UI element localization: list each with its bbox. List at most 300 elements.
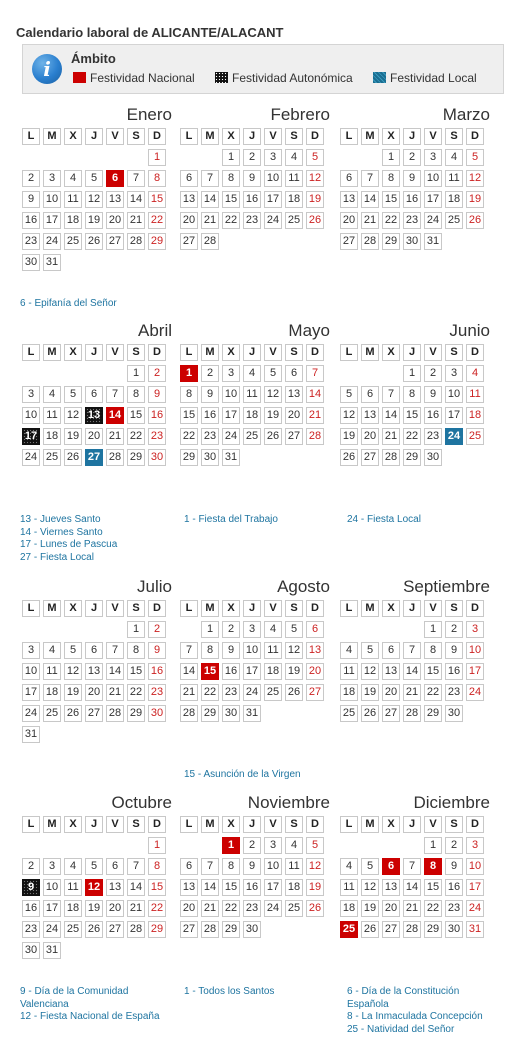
day-cell[interactable]: 12 [264, 386, 282, 403]
day-cell[interactable]: 27 [180, 921, 198, 938]
day-cell[interactable]: 16 [148, 407, 166, 424]
day-cell[interactable]: 29 [424, 921, 442, 938]
day-cell[interactable]: 29 [424, 705, 442, 722]
day-cell[interactable]: 30 [148, 705, 166, 722]
day-cell[interactable]: 16 [403, 191, 421, 208]
day-cell[interactable]: 22 [201, 684, 219, 701]
day-cell[interactable]: 16 [22, 212, 40, 229]
day-cell[interactable]: 14 [403, 663, 421, 680]
day-cell[interactable]: 13 [382, 663, 400, 680]
day-cell[interactable]: 27 [306, 684, 324, 701]
day-cell[interactable]: 27 [382, 705, 400, 722]
day-cell[interactable]: 24 [22, 449, 40, 466]
day-cell[interactable]: 29 [127, 705, 145, 722]
day-cell[interactable]: 16 [445, 879, 463, 896]
day-cell[interactable]: 7 [403, 642, 421, 659]
day-cell[interactable]: 27 [285, 428, 303, 445]
day-cell[interactable]: 7 [403, 858, 421, 875]
day-cell[interactable]: 30 [222, 705, 240, 722]
day-cell[interactable]: 26 [85, 921, 103, 938]
day-cell[interactable]: 3 [43, 858, 61, 875]
day-cell[interactable]: 17 [43, 212, 61, 229]
day-cell[interactable]: 3 [43, 170, 61, 187]
day-cell[interactable]: 4 [285, 837, 303, 854]
day-cell[interactable]: 27 [106, 921, 124, 938]
day-cell[interactable]: 28 [306, 428, 324, 445]
day-cell[interactable]: 18 [264, 663, 282, 680]
day-cell[interactable]: 23 [424, 428, 442, 445]
day-cell[interactable]: 7 [127, 170, 145, 187]
day-cell[interactable]: 2 [445, 837, 463, 854]
day-cell-holiday[interactable]: 17 [22, 428, 40, 445]
day-cell[interactable]: 20 [361, 428, 379, 445]
day-cell[interactable]: 21 [403, 684, 421, 701]
day-cell[interactable]: 20 [85, 428, 103, 445]
day-cell[interactable]: 1 [403, 365, 421, 382]
day-cell[interactable]: 4 [43, 386, 61, 403]
day-cell[interactable]: 21 [180, 684, 198, 701]
day-cell[interactable]: 4 [64, 858, 82, 875]
day-cell[interactable]: 2 [201, 365, 219, 382]
day-cell[interactable]: 13 [180, 879, 198, 896]
day-cell[interactable]: 8 [382, 170, 400, 187]
day-cell[interactable]: 21 [306, 407, 324, 424]
day-cell[interactable]: 4 [285, 149, 303, 166]
day-cell[interactable]: 28 [127, 233, 145, 250]
day-cell[interactable]: 16 [222, 663, 240, 680]
day-cell[interactable]: 19 [264, 407, 282, 424]
day-cell[interactable]: 17 [22, 684, 40, 701]
day-cell[interactable]: 15 [180, 407, 198, 424]
day-cell[interactable]: 2 [403, 149, 421, 166]
day-cell[interactable]: 4 [243, 365, 261, 382]
day-cell[interactable]: 6 [180, 170, 198, 187]
day-cell[interactable]: 9 [148, 642, 166, 659]
day-cell[interactable]: 5 [466, 149, 484, 166]
day-cell[interactable]: 12 [466, 170, 484, 187]
day-cell[interactable]: 11 [64, 191, 82, 208]
day-cell[interactable]: 21 [382, 428, 400, 445]
day-cell[interactable]: 14 [403, 879, 421, 896]
day-cell[interactable]: 19 [361, 900, 379, 917]
day-cell[interactable]: 11 [243, 386, 261, 403]
day-cell[interactable]: 20 [382, 684, 400, 701]
day-cell[interactable]: 9 [243, 170, 261, 187]
day-cell[interactable]: 17 [222, 407, 240, 424]
day-cell[interactable]: 13 [180, 191, 198, 208]
day-cell[interactable]: 2 [148, 621, 166, 638]
day-cell[interactable]: 22 [127, 428, 145, 445]
day-cell[interactable]: 1 [424, 837, 442, 854]
day-cell[interactable]: 24 [43, 233, 61, 250]
day-cell[interactable]: 27 [382, 921, 400, 938]
day-cell[interactable]: 25 [445, 212, 463, 229]
day-cell[interactable]: 2 [222, 621, 240, 638]
day-cell[interactable]: 11 [466, 386, 484, 403]
day-cell[interactable]: 21 [201, 212, 219, 229]
day-cell[interactable]: 15 [148, 879, 166, 896]
day-cell[interactable]: 12 [306, 170, 324, 187]
day-cell[interactable]: 3 [22, 642, 40, 659]
day-cell[interactable]: 28 [106, 449, 124, 466]
day-cell[interactable]: 16 [243, 879, 261, 896]
day-cell[interactable]: 30 [243, 921, 261, 938]
day-cell[interactable]: 8 [180, 386, 198, 403]
day-cell[interactable]: 26 [64, 705, 82, 722]
day-cell[interactable]: 13 [361, 407, 379, 424]
day-cell[interactable]: 29 [382, 233, 400, 250]
day-cell[interactable]: 4 [340, 858, 358, 875]
day-cell[interactable]: 9 [148, 386, 166, 403]
day-cell[interactable]: 29 [222, 921, 240, 938]
day-cell[interactable]: 23 [148, 684, 166, 701]
day-cell[interactable]: 9 [222, 642, 240, 659]
day-cell[interactable]: 7 [201, 170, 219, 187]
day-cell[interactable]: 1 [222, 149, 240, 166]
day-cell[interactable]: 25 [243, 428, 261, 445]
day-cell[interactable]: 1 [424, 621, 442, 638]
day-cell[interactable]: 31 [466, 921, 484, 938]
day-cell[interactable]: 31 [43, 942, 61, 959]
day-cell[interactable]: 29 [180, 449, 198, 466]
day-cell[interactable]: 21 [201, 900, 219, 917]
day-cell[interactable]: 21 [403, 900, 421, 917]
day-cell[interactable]: 17 [243, 663, 261, 680]
day-cell[interactable]: 16 [445, 663, 463, 680]
day-cell[interactable]: 18 [243, 407, 261, 424]
day-cell[interactable]: 4 [264, 621, 282, 638]
day-cell[interactable]: 23 [222, 684, 240, 701]
day-cell[interactable]: 24 [264, 212, 282, 229]
day-cell[interactable]: 14 [106, 663, 124, 680]
day-cell[interactable]: 3 [424, 149, 442, 166]
day-cell[interactable]: 11 [43, 407, 61, 424]
day-cell[interactable]: 22 [222, 212, 240, 229]
day-cell[interactable]: 25 [43, 705, 61, 722]
day-cell[interactable]: 5 [306, 837, 324, 854]
day-cell[interactable]: 13 [306, 642, 324, 659]
day-cell[interactable]: 2 [445, 621, 463, 638]
day-cell[interactable]: 3 [445, 365, 463, 382]
day-cell[interactable]: 24 [43, 921, 61, 938]
day-cell[interactable]: 28 [382, 449, 400, 466]
day-cell[interactable]: 30 [424, 449, 442, 466]
day-cell[interactable]: 10 [466, 858, 484, 875]
day-cell[interactable]: 2 [22, 858, 40, 875]
day-cell[interactable]: 25 [64, 233, 82, 250]
day-cell[interactable]: 18 [64, 900, 82, 917]
day-cell[interactable]: 9 [243, 858, 261, 875]
day-cell[interactable]: 15 [127, 407, 145, 424]
day-cell[interactable]: 2 [22, 170, 40, 187]
day-cell[interactable]: 17 [264, 191, 282, 208]
day-cell[interactable]: 27 [361, 449, 379, 466]
day-cell[interactable]: 11 [285, 170, 303, 187]
day-cell-holiday[interactable]: 27 [85, 449, 103, 466]
day-cell[interactable]: 12 [85, 191, 103, 208]
day-cell-holiday[interactable]: 1 [222, 837, 240, 854]
day-cell[interactable]: 20 [85, 684, 103, 701]
day-cell[interactable]: 8 [148, 858, 166, 875]
day-cell[interactable]: 12 [306, 858, 324, 875]
day-cell[interactable]: 10 [424, 170, 442, 187]
day-cell[interactable]: 16 [201, 407, 219, 424]
day-cell-holiday[interactable]: 25 [340, 921, 358, 938]
day-cell[interactable]: 1 [201, 621, 219, 638]
day-cell[interactable]: 6 [306, 621, 324, 638]
day-cell[interactable]: 23 [243, 900, 261, 917]
day-cell[interactable]: 21 [127, 212, 145, 229]
day-cell[interactable]: 8 [127, 386, 145, 403]
day-cell[interactable]: 12 [285, 642, 303, 659]
day-cell[interactable]: 3 [222, 365, 240, 382]
day-cell[interactable]: 17 [466, 663, 484, 680]
day-cell[interactable]: 15 [382, 191, 400, 208]
day-cell[interactable]: 28 [127, 921, 145, 938]
day-cell[interactable]: 25 [285, 900, 303, 917]
day-cell[interactable]: 3 [466, 837, 484, 854]
day-cell[interactable]: 7 [361, 170, 379, 187]
day-cell[interactable]: 17 [264, 879, 282, 896]
day-cell[interactable]: 9 [201, 386, 219, 403]
day-cell[interactable]: 28 [106, 705, 124, 722]
day-cell[interactable]: 18 [340, 684, 358, 701]
day-cell[interactable]: 26 [340, 449, 358, 466]
day-cell[interactable]: 17 [43, 900, 61, 917]
day-cell[interactable]: 14 [306, 386, 324, 403]
day-cell[interactable]: 5 [361, 642, 379, 659]
day-cell[interactable]: 15 [403, 407, 421, 424]
day-cell[interactable]: 19 [85, 212, 103, 229]
day-cell[interactable]: 30 [22, 942, 40, 959]
day-cell[interactable]: 18 [445, 191, 463, 208]
day-cell[interactable]: 1 [148, 149, 166, 166]
day-cell[interactable]: 26 [306, 900, 324, 917]
day-cell[interactable]: 21 [106, 428, 124, 445]
day-cell[interactable]: 8 [222, 170, 240, 187]
day-cell[interactable]: 28 [180, 705, 198, 722]
day-cell[interactable]: 15 [222, 191, 240, 208]
day-cell[interactable]: 14 [127, 879, 145, 896]
day-cell[interactable]: 22 [127, 684, 145, 701]
day-cell[interactable]: 2 [148, 365, 166, 382]
day-cell[interactable]: 5 [306, 149, 324, 166]
day-cell[interactable]: 12 [361, 879, 379, 896]
day-cell[interactable]: 26 [85, 233, 103, 250]
day-cell[interactable]: 11 [445, 170, 463, 187]
day-cell[interactable]: 24 [424, 212, 442, 229]
day-cell[interactable]: 15 [222, 879, 240, 896]
day-cell[interactable]: 7 [106, 642, 124, 659]
day-cell[interactable]: 10 [243, 642, 261, 659]
day-cell[interactable]: 1 [382, 149, 400, 166]
day-cell[interactable]: 12 [64, 663, 82, 680]
day-cell[interactable]: 19 [85, 900, 103, 917]
day-cell[interactable]: 11 [64, 879, 82, 896]
day-cell[interactable]: 27 [106, 233, 124, 250]
day-cell[interactable]: 29 [403, 449, 421, 466]
day-cell[interactable]: 27 [180, 233, 198, 250]
day-cell[interactable]: 17 [445, 407, 463, 424]
day-cell[interactable]: 2 [243, 149, 261, 166]
day-cell[interactable]: 30 [403, 233, 421, 250]
day-cell[interactable]: 31 [222, 449, 240, 466]
day-cell[interactable]: 30 [148, 449, 166, 466]
day-cell[interactable]: 17 [466, 879, 484, 896]
day-cell[interactable]: 30 [445, 921, 463, 938]
day-cell[interactable]: 7 [127, 858, 145, 875]
day-cell[interactable]: 30 [22, 254, 40, 271]
day-cell[interactable]: 26 [264, 428, 282, 445]
day-cell[interactable]: 25 [466, 428, 484, 445]
day-cell[interactable]: 30 [201, 449, 219, 466]
day-cell[interactable]: 9 [403, 170, 421, 187]
day-cell[interactable]: 7 [382, 386, 400, 403]
day-cell[interactable]: 23 [148, 428, 166, 445]
day-cell[interactable]: 25 [285, 212, 303, 229]
day-cell[interactable]: 5 [340, 386, 358, 403]
day-cell[interactable]: 1 [148, 837, 166, 854]
day-cell[interactable]: 20 [106, 212, 124, 229]
day-cell[interactable]: 5 [361, 858, 379, 875]
day-cell[interactable]: 18 [43, 428, 61, 445]
day-cell[interactable]: 3 [264, 149, 282, 166]
day-cell[interactable]: 19 [361, 684, 379, 701]
day-cell[interactable]: 16 [148, 663, 166, 680]
day-cell[interactable]: 20 [306, 663, 324, 680]
day-cell[interactable]: 6 [361, 386, 379, 403]
day-cell[interactable]: 18 [43, 684, 61, 701]
day-cell[interactable]: 13 [382, 879, 400, 896]
day-cell[interactable]: 21 [361, 212, 379, 229]
day-cell[interactable]: 21 [127, 900, 145, 917]
day-cell[interactable]: 26 [64, 449, 82, 466]
day-cell[interactable]: 10 [222, 386, 240, 403]
day-cell[interactable]: 6 [85, 386, 103, 403]
day-cell[interactable]: 5 [64, 642, 82, 659]
day-cell[interactable]: 18 [285, 191, 303, 208]
day-cell[interactable]: 3 [466, 621, 484, 638]
day-cell[interactable]: 19 [340, 428, 358, 445]
day-cell[interactable]: 29 [148, 233, 166, 250]
day-cell[interactable]: 18 [64, 212, 82, 229]
day-cell[interactable]: 20 [180, 900, 198, 917]
day-cell[interactable]: 9 [22, 191, 40, 208]
day-cell[interactable]: 9 [424, 386, 442, 403]
day-cell[interactable]: 18 [285, 879, 303, 896]
day-cell[interactable]: 26 [361, 705, 379, 722]
day-cell-holiday[interactable]: 6 [382, 858, 400, 875]
day-cell[interactable]: 10 [264, 170, 282, 187]
day-cell[interactable]: 31 [424, 233, 442, 250]
day-cell[interactable]: 24 [466, 900, 484, 917]
day-cell[interactable]: 23 [403, 212, 421, 229]
day-cell[interactable]: 10 [43, 191, 61, 208]
day-cell[interactable]: 22 [403, 428, 421, 445]
day-cell[interactable]: 22 [148, 212, 166, 229]
day-cell[interactable]: 27 [340, 233, 358, 250]
day-cell[interactable]: 4 [43, 642, 61, 659]
day-cell[interactable]: 7 [180, 642, 198, 659]
day-cell-holiday[interactable]: 14 [106, 407, 124, 424]
day-cell[interactable]: 25 [340, 705, 358, 722]
day-cell[interactable]: 14 [201, 879, 219, 896]
day-cell[interactable]: 20 [340, 212, 358, 229]
day-cell[interactable]: 18 [466, 407, 484, 424]
day-cell[interactable]: 22 [180, 428, 198, 445]
day-cell[interactable]: 6 [340, 170, 358, 187]
day-cell[interactable]: 25 [264, 684, 282, 701]
day-cell-holiday[interactable]: 15 [201, 663, 219, 680]
day-cell[interactable]: 28 [403, 705, 421, 722]
day-cell[interactable]: 24 [22, 705, 40, 722]
day-cell[interactable]: 22 [148, 900, 166, 917]
day-cell[interactable]: 4 [445, 149, 463, 166]
day-cell[interactable]: 3 [22, 386, 40, 403]
day-cell[interactable]: 10 [22, 663, 40, 680]
day-cell[interactable]: 14 [180, 663, 198, 680]
day-cell[interactable]: 3 [264, 837, 282, 854]
day-cell[interactable]: 10 [466, 642, 484, 659]
day-cell[interactable]: 24 [222, 428, 240, 445]
day-cell[interactable]: 14 [361, 191, 379, 208]
day-cell[interactable]: 10 [22, 407, 40, 424]
day-cell[interactable]: 10 [264, 858, 282, 875]
day-cell[interactable]: 31 [243, 705, 261, 722]
day-cell[interactable]: 25 [64, 921, 82, 938]
day-cell[interactable]: 11 [340, 663, 358, 680]
day-cell[interactable]: 11 [340, 879, 358, 896]
day-cell[interactable]: 27 [85, 705, 103, 722]
day-cell-holiday[interactable]: 1 [180, 365, 198, 382]
day-cell-holiday[interactable]: 13 [85, 407, 103, 424]
day-cell[interactable]: 23 [445, 900, 463, 917]
day-cell[interactable]: 22 [424, 900, 442, 917]
day-cell[interactable]: 23 [201, 428, 219, 445]
day-cell[interactable]: 9 [445, 858, 463, 875]
day-cell[interactable]: 15 [424, 879, 442, 896]
day-cell[interactable]: 3 [243, 621, 261, 638]
day-cell[interactable]: 15 [127, 663, 145, 680]
day-cell[interactable]: 22 [382, 212, 400, 229]
day-cell[interactable]: 1 [127, 365, 145, 382]
day-cell[interactable]: 8 [403, 386, 421, 403]
day-cell[interactable]: 26 [361, 921, 379, 938]
day-cell[interactable]: 29 [127, 449, 145, 466]
day-cell[interactable]: 19 [306, 191, 324, 208]
day-cell[interactable]: 13 [285, 386, 303, 403]
day-cell[interactable]: 24 [466, 684, 484, 701]
day-cell[interactable]: 2 [243, 837, 261, 854]
day-cell[interactable]: 12 [340, 407, 358, 424]
day-cell[interactable]: 28 [361, 233, 379, 250]
day-cell[interactable]: 13 [85, 663, 103, 680]
day-cell[interactable]: 22 [222, 900, 240, 917]
day-cell[interactable]: 8 [222, 858, 240, 875]
day-cell[interactable]: 6 [180, 858, 198, 875]
day-cell[interactable]: 8 [201, 642, 219, 659]
day-cell[interactable]: 11 [285, 858, 303, 875]
day-cell[interactable]: 14 [127, 191, 145, 208]
day-cell[interactable]: 12 [361, 663, 379, 680]
day-cell[interactable]: 19 [285, 663, 303, 680]
day-cell[interactable]: 4 [64, 170, 82, 187]
day-cell[interactable]: 14 [201, 191, 219, 208]
day-cell[interactable]: 28 [403, 921, 421, 938]
day-cell[interactable]: 8 [424, 642, 442, 659]
day-cell[interactable]: 11 [264, 642, 282, 659]
day-cell[interactable]: 18 [340, 900, 358, 917]
